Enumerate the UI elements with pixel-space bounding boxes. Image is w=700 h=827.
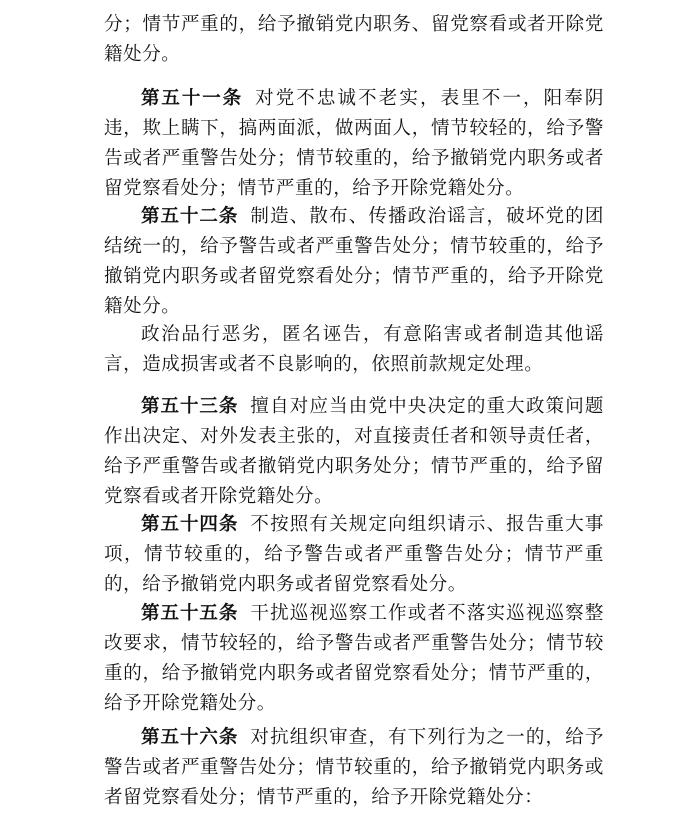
article-number: 第五十五条: [141, 603, 239, 624]
paragraph-continuation: [104, 10, 604, 70]
article-text: 擅自对应当由党中央决定的重大政策问题作出决定、对外发表主张的，对直接责任者和领导责任者，给予严重警告或者撤销党内职务处分；情节严重的，给予留党察看或者开除党籍处分。: [104, 396, 604, 507]
article-number: 第五十二条: [141, 206, 239, 227]
article-56: [104, 723, 604, 813]
article-text: 对抗组织审查，有下列行为之一的，给予警告或者严重警告处分；情节较重的，给予撤销党内职务或者留党察看处分；情节严重的，给予开除党籍处分：: [104, 727, 604, 808]
article-52: [104, 202, 604, 322]
article-number: 第五十一条: [141, 88, 244, 109]
article-number: 第五十四条: [141, 514, 239, 535]
paragraph-52-second: [104, 320, 604, 380]
article-55: [104, 599, 604, 719]
article-text: 对党不忠诚不老实，表里不一，阳奉阴违，欺上瞒下，搞两面派，做两面人，情节较轻的，给予警告或者严重警告处分；情节较重的，给予撤销党内职务或者留党察看处分；情节严重的，给予开除党籍处分。: [104, 88, 604, 199]
article-text: 制造、散布、传播政治谣言，破坏党的团结统一的，给予警告或者严重警告处分；情节较重的，给予撤销党内职务或者留党察看处分；情节严重的，给予开除党籍处分。: [104, 206, 604, 317]
article-number: 第五十六条: [141, 727, 239, 748]
article-number: 第五十三条: [141, 396, 239, 417]
paragraph-text: 政治品行恶劣，匿名诬告，有意陷害或者制造其他谣言，造成损害或者不良影响的，依照前款规定处理。: [104, 324, 604, 375]
article-text: 干扰巡视巡察工作或者不落实巡视巡察整改要求，情节较轻的，给予警告或者严重警告处分；情节较重的，给予撤销党内职务或者留党察看处分；情节严重的，给予开除党籍处分。: [104, 603, 604, 714]
article-51: [104, 84, 604, 204]
article-text: 不按照有关规定向组织请示、报告重大事项，情节较重的，给予警告或者严重警告处分；情节严重的，给予撤销党内职务或者留党察看处分。: [104, 514, 604, 595]
article-54: [104, 510, 604, 600]
article-53: [104, 392, 604, 512]
paragraph-text: 分；情节严重的，给予撤销党内职务、留党察看或者开除党籍处分。: [104, 14, 604, 65]
